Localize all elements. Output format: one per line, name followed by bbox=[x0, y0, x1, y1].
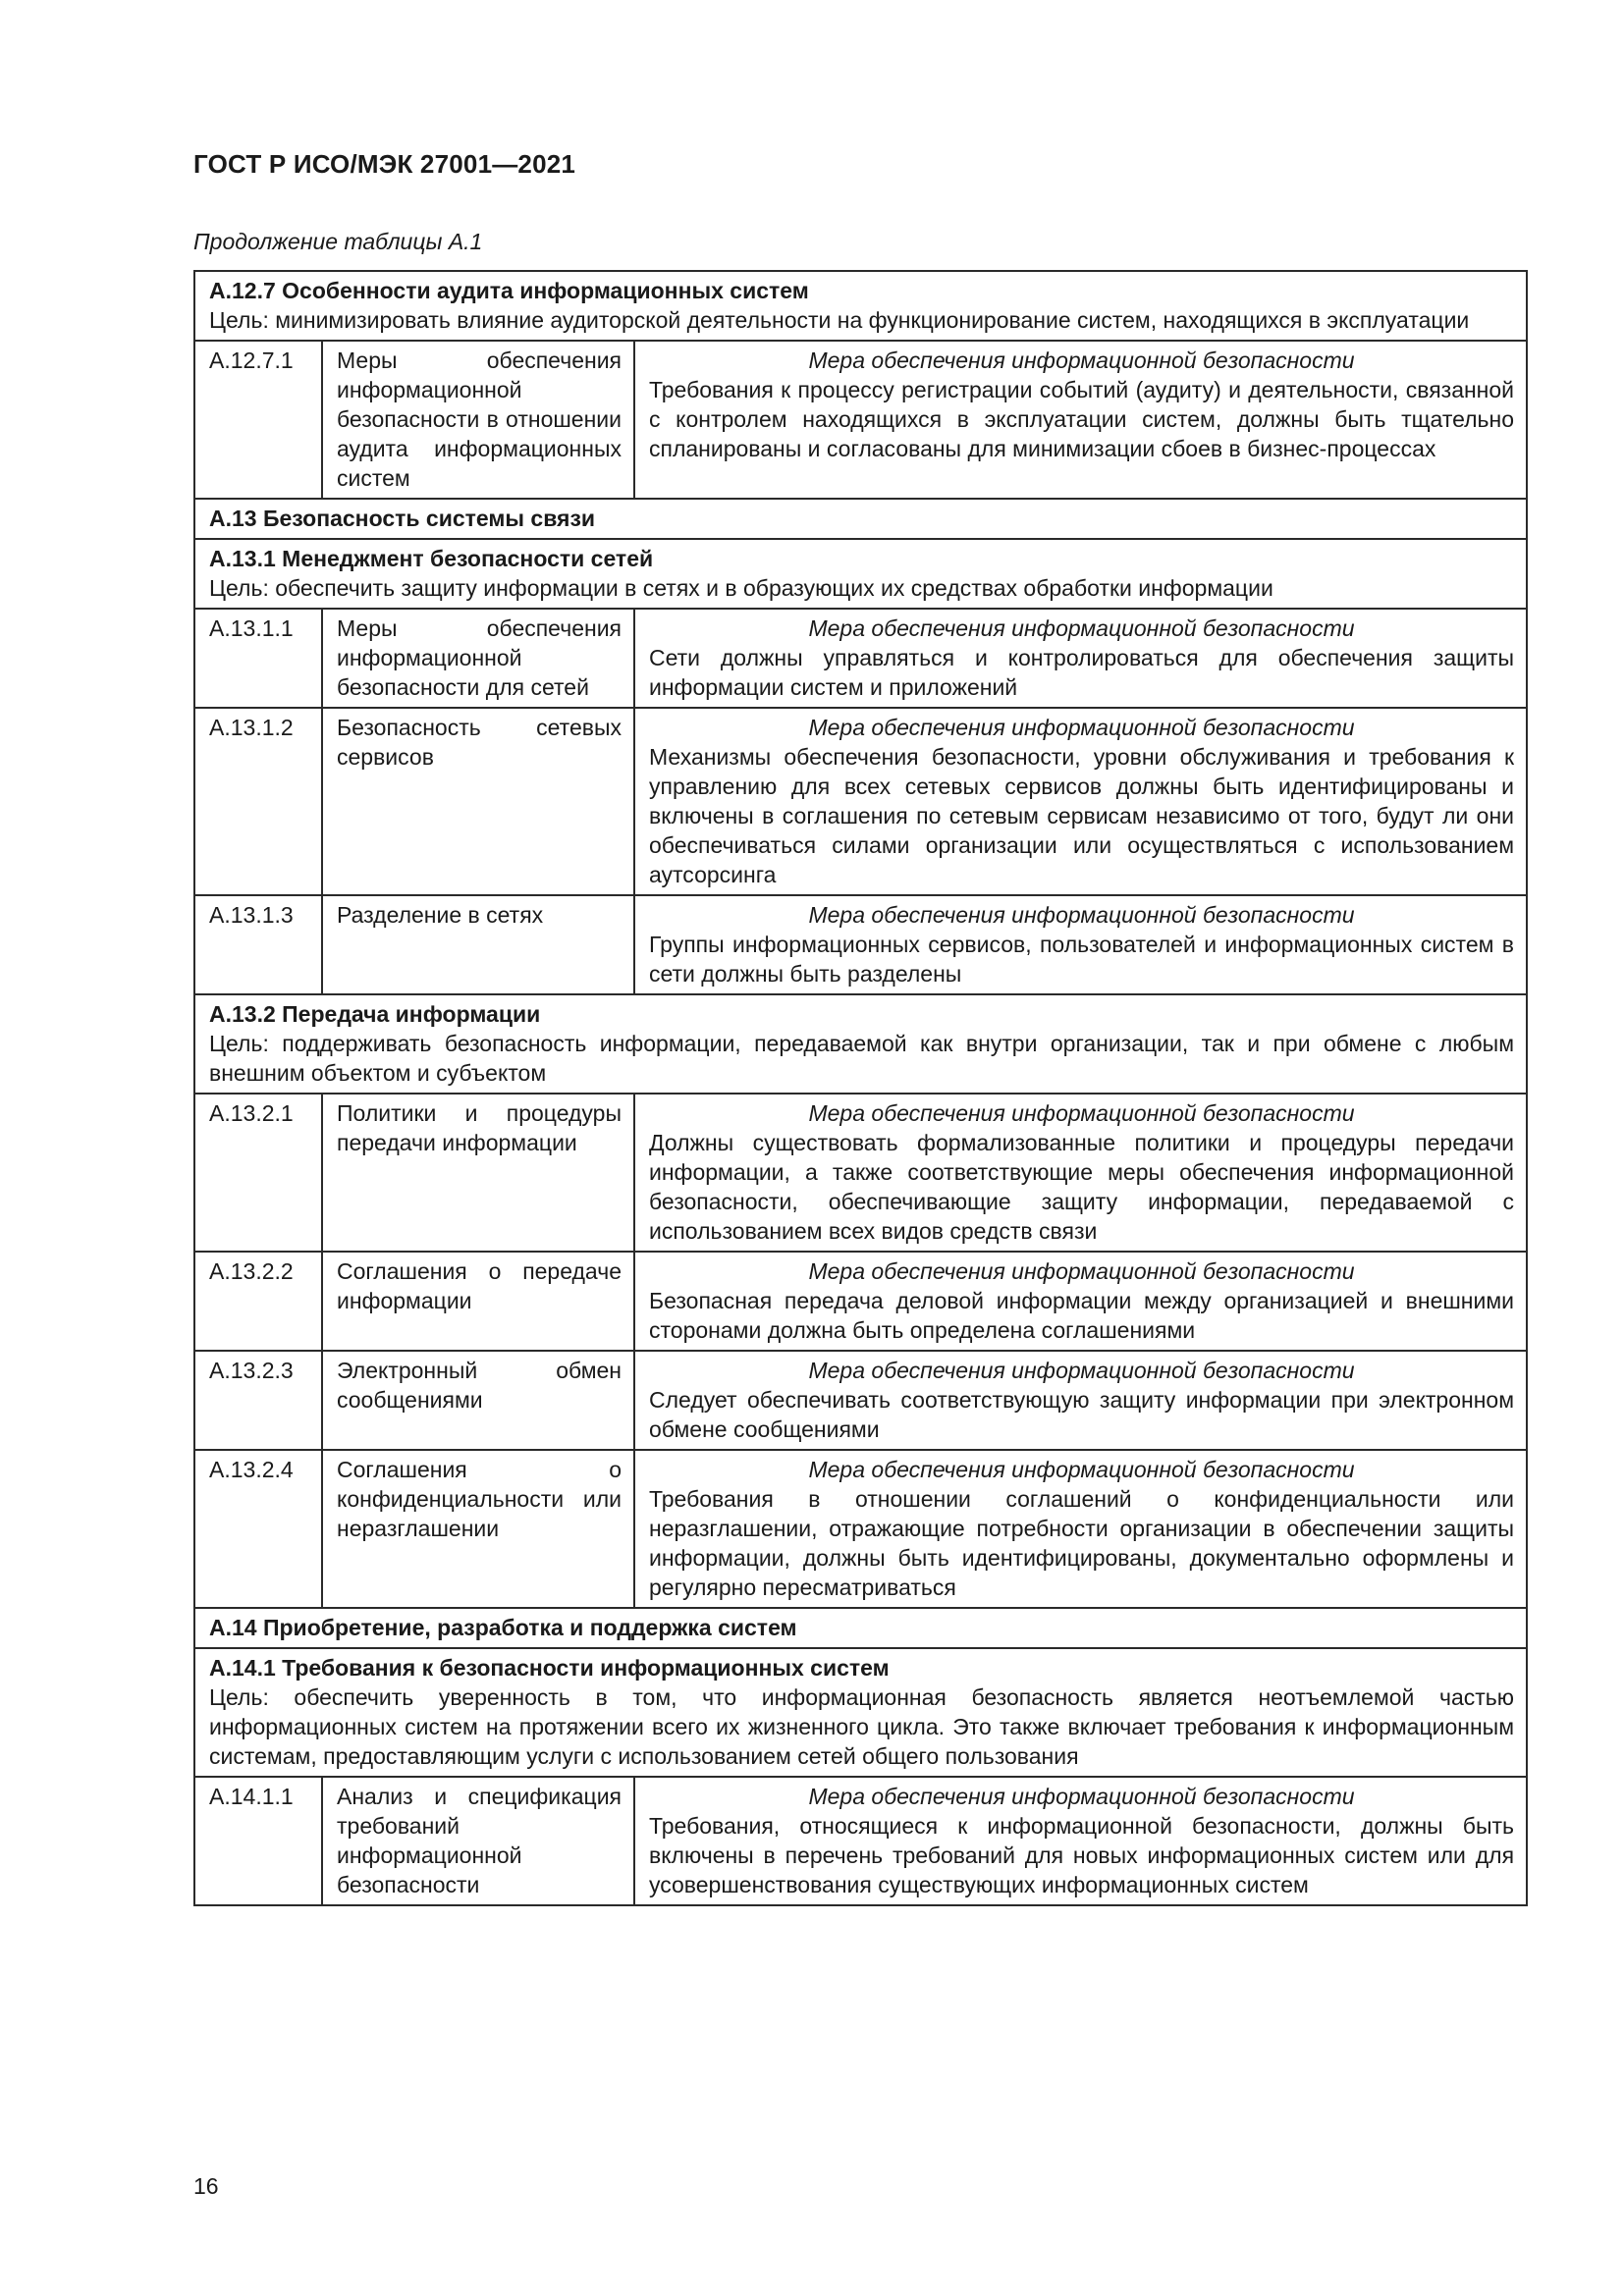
control-code: А.13.1.3 bbox=[194, 895, 322, 994]
control-description-cell bbox=[634, 708, 1527, 895]
control-name: Соглашения о конфиденциальности или неразглашении bbox=[322, 1450, 634, 1608]
control-label: Мера обеспечения информационной безопасности bbox=[808, 1358, 1355, 1383]
group-header-row bbox=[194, 271, 1527, 341]
section-heading-cell bbox=[194, 1608, 1527, 1648]
control-label: Мера обеспечения информационной безопасности bbox=[808, 715, 1355, 740]
group-header-cell bbox=[194, 1648, 1527, 1777]
control-row bbox=[194, 609, 1527, 708]
control-text: Механизмы обеспечения безопасности, уровни обслуживания и требования к управлению для всех сетевых сервисов должны быть идентифицированы и включены в соглашения по сетевым сервисам независимо от того, будут ли они обеспечиваться силами организации или осуществляться с использованием аутсорсинга bbox=[649, 744, 1515, 887]
control-code: А.14.1.1 bbox=[194, 1777, 322, 1905]
control-description-cell bbox=[634, 1777, 1527, 1905]
control-row bbox=[194, 1450, 1527, 1608]
control-label: Мера обеспечения информационной безопасности bbox=[808, 902, 1355, 928]
group-goal: Цель: обеспечить уверенность в том, что информационная безопасность является неотъемлемой частью информационных систем на протяжении всего их жизненного цикла. Это также включает требования к информационным системам, предоставляющим услуги с использованием сетей общего пользования bbox=[209, 1684, 1515, 1769]
control-code: А.13.2.2 bbox=[194, 1252, 322, 1351]
control-text: Должны существовать формализованные политики и процедуры передачи информации, а также соответствующие меры обеспечения информационной безопасности, обеспечивающие защиту информации, передаваемой с использованием всех видов средств связи bbox=[649, 1130, 1515, 1244]
group-header-cell bbox=[194, 994, 1527, 1094]
control-name: Меры обеспечения информационной безопасности в отношении аудита информационных систем bbox=[322, 341, 634, 499]
group-goal: Цель: поддерживать безопасность информации, передаваемой как внутри организации, так и при обмене с любым внешним объектом и субъектом bbox=[209, 1031, 1515, 1086]
control-description-cell bbox=[634, 895, 1527, 994]
control-text: Требования в отношении соглашений о конфиденциальности или неразглашении, отражающие потребности организации в обеспечении защиты информации, должны быть идентифицированы, документально оформлены и регулярно пересматриваться bbox=[649, 1486, 1515, 1600]
control-description-cell bbox=[634, 1351, 1527, 1450]
control-row bbox=[194, 1094, 1527, 1252]
control-name: Разделение в сетях bbox=[322, 895, 634, 994]
control-description-cell bbox=[634, 1094, 1527, 1252]
control-label: Мера обеспечения информационной безопасности bbox=[808, 1457, 1355, 1482]
control-label: Мера обеспечения информационной безопасности bbox=[808, 1258, 1355, 1284]
control-code: А.13.2.1 bbox=[194, 1094, 322, 1252]
section-heading: А.13 Безопасность системы связи bbox=[209, 506, 596, 531]
section-heading-row bbox=[194, 1608, 1527, 1648]
control-text: Требования, относящиеся к информационной безопасности, должны быть включены в перечень требований для новых информационных систем или для усовершенствования существующих информационных систем bbox=[649, 1813, 1515, 1897]
group-title: А.12.7 Особенности аудита информационных систем bbox=[209, 278, 809, 303]
control-code: А.13.2.3 bbox=[194, 1351, 322, 1450]
page-number: 16 bbox=[193, 2173, 219, 2199]
group-header-row bbox=[194, 994, 1527, 1094]
control-description-cell bbox=[634, 609, 1527, 708]
control-name: Электронный обмен сообщениями bbox=[322, 1351, 634, 1450]
group-title: А.13.2 Передача информации bbox=[209, 1001, 541, 1027]
control-name: Политики и процедуры передачи информации bbox=[322, 1094, 634, 1252]
control-name: Анализ и спецификация требований информационной безопасности bbox=[322, 1777, 634, 1905]
control-row bbox=[194, 895, 1527, 994]
control-label: Мера обеспечения информационной безопасности bbox=[808, 615, 1355, 641]
section-heading-cell bbox=[194, 499, 1527, 539]
document-header: ГОСТ Р ИСО/МЭК 27001—2021 bbox=[193, 149, 576, 179]
control-name: Меры обеспечения информационной безопасности для сетей bbox=[322, 609, 634, 708]
control-text: Сети должны управляться и контролироваться для обеспечения защиты информации систем и приложений bbox=[649, 645, 1515, 700]
control-row bbox=[194, 1777, 1527, 1905]
control-text: Следует обеспечивать соответствующую защиту информации при электронном обмене сообщениями bbox=[649, 1387, 1515, 1442]
group-header-row bbox=[194, 539, 1527, 609]
section-heading: А.14 Приобретение, разработка и поддержка систем bbox=[209, 1615, 797, 1640]
control-code: А.12.7.1 bbox=[194, 341, 322, 499]
control-row bbox=[194, 341, 1527, 499]
group-header-row bbox=[194, 1648, 1527, 1777]
group-header-cell bbox=[194, 539, 1527, 609]
control-row bbox=[194, 1351, 1527, 1450]
control-label: Мера обеспечения информационной безопасности bbox=[808, 1784, 1355, 1809]
control-description-cell bbox=[634, 341, 1527, 499]
control-description-cell bbox=[634, 1450, 1527, 1608]
group-title: А.13.1 Менеджмент безопасности сетей bbox=[209, 546, 654, 571]
control-name: Безопасность сетевых сервисов bbox=[322, 708, 634, 895]
control-row bbox=[194, 708, 1527, 895]
control-code: А.13.1.2 bbox=[194, 708, 322, 895]
section-heading-row bbox=[194, 499, 1527, 539]
control-description-cell bbox=[634, 1252, 1527, 1351]
control-text: Требования к процессу регистрации событий (аудиту) и деятельности, связанной с контролем находящихся в эксплуатации систем, должны быть тщательно спланированы и согласованы для минимизации сбоев в бизнес-процессах bbox=[649, 377, 1515, 461]
table-caption: Продолжение таблицы А.1 bbox=[193, 229, 483, 254]
control-row bbox=[194, 1252, 1527, 1351]
group-goal: Цель: минимизировать влияние аудиторской деятельности на функционирование систем, находящихся в эксплуатации bbox=[209, 307, 1470, 333]
controls-table bbox=[193, 270, 1528, 1906]
control-name: Соглашения о передаче информации bbox=[322, 1252, 634, 1351]
group-title: А.14.1 Требования к безопасности информационных систем bbox=[209, 1655, 890, 1681]
group-goal: Цель: обеспечить защиту информации в сетях и в образующих их средствах обработки информации bbox=[209, 575, 1273, 601]
control-code: А.13.2.4 bbox=[194, 1450, 322, 1608]
control-text: Группы информационных сервисов, пользователей и информационных систем в сети должны быть разделены bbox=[649, 932, 1515, 987]
control-text: Безопасная передача деловой информации между организацией и внешними сторонами должна быть определена соглашениями bbox=[649, 1288, 1515, 1343]
group-header-cell bbox=[194, 271, 1527, 341]
control-code: А.13.1.1 bbox=[194, 609, 322, 708]
control-label: Мера обеспечения информационной безопасности bbox=[808, 347, 1355, 373]
control-label: Мера обеспечения информационной безопасности bbox=[808, 1100, 1355, 1126]
